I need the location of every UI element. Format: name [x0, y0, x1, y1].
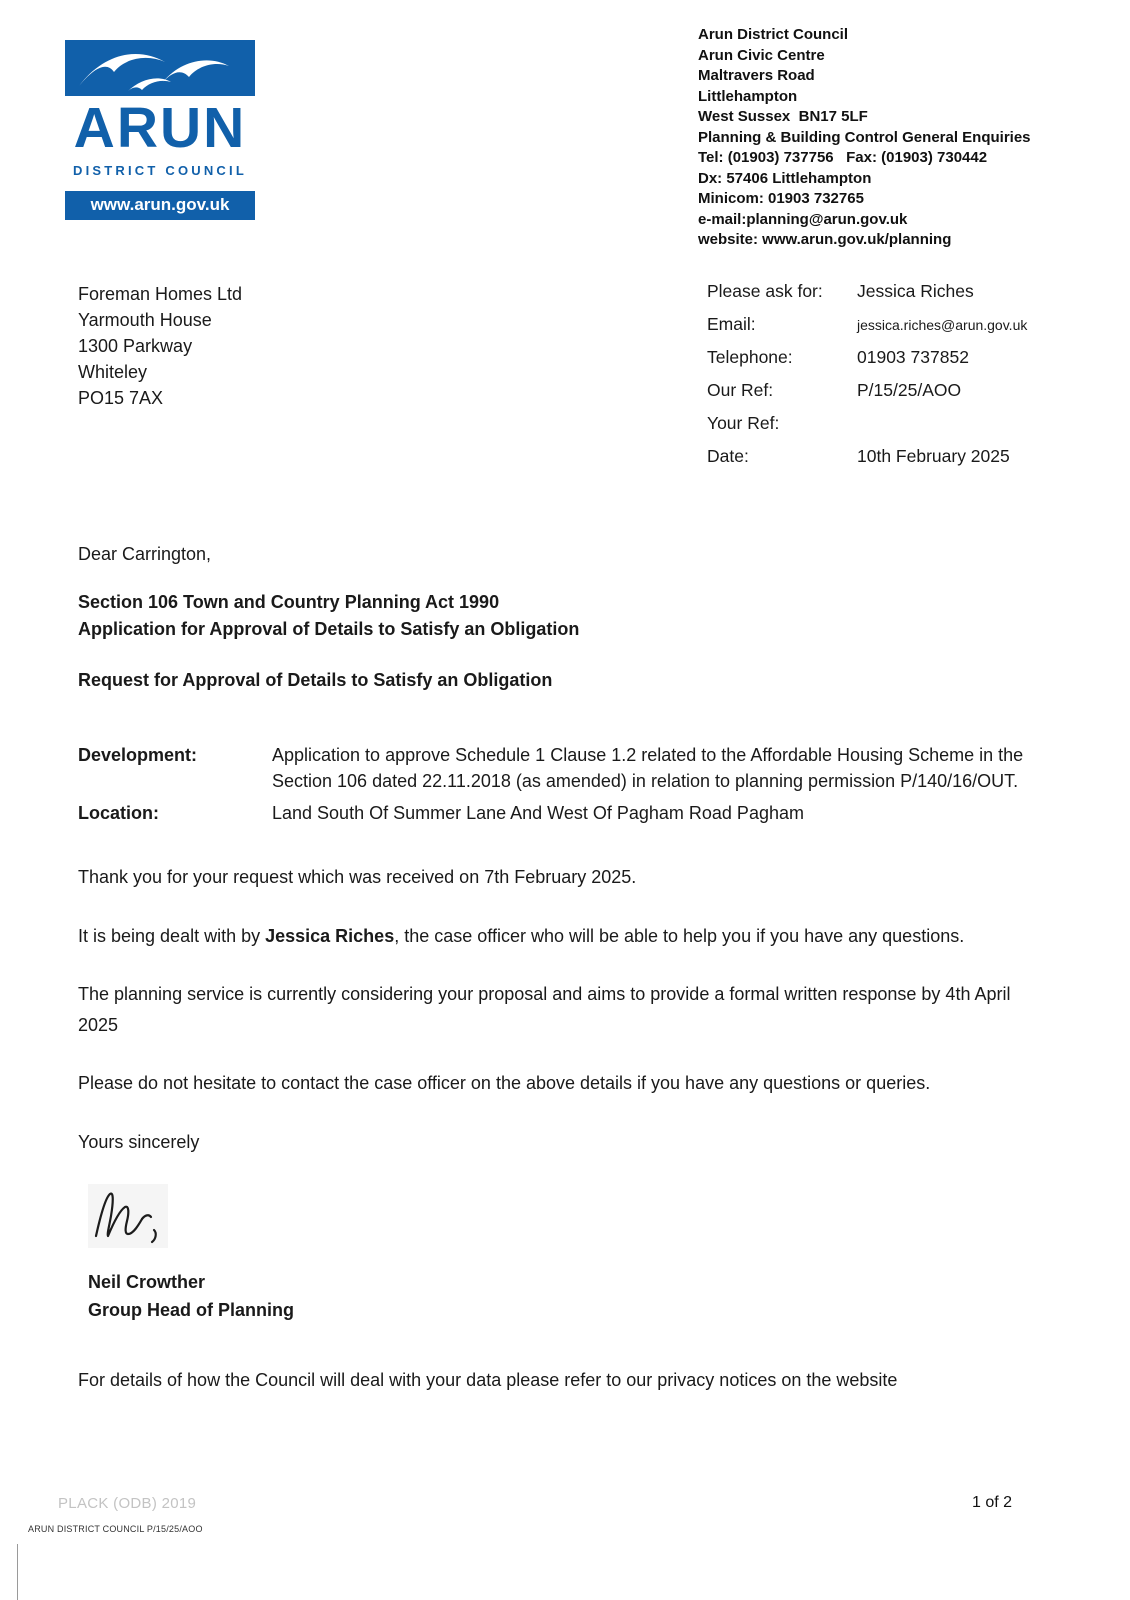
footer-form-code: PLACK (ODB) 2019 [58, 1495, 197, 1512]
council-contact-line: Minicom: 01903 732765 [698, 190, 864, 207]
seagulls-icon [65, 40, 255, 96]
email-label: Email: [707, 313, 756, 334]
development-label: Development: [78, 744, 198, 765]
development-text: Application to approve Schedule 1 Clause 1.2 related to the Affordable Housing Scheme in the Section 106 dated 22.11.2018 (as amended) in relation to planning permission P/140/16/OUT. [272, 744, 1024, 791]
salutation: Dear Carrington, [78, 543, 212, 564]
recipient-address [78, 281, 242, 479]
arun-logo [65, 40, 255, 251]
council-contact-line: Arun District Council [698, 26, 849, 43]
letter-body [0, 539, 1130, 1396]
email-value: jessica.riches@arun.gov.uk [857, 316, 1028, 333]
recipient-line: Foreman Homes Ltd [78, 283, 243, 304]
subject-heading-line-2: Application for Approval of Details to Satisfy an Obligation [78, 619, 580, 640]
address-row [0, 281, 1130, 479]
letterhead [0, 0, 1130, 251]
location-label: Location: [78, 802, 159, 823]
paragraph-case-officer-pre: It is being dealt with by [78, 925, 266, 946]
ask-for-label: Please ask for: [707, 280, 823, 301]
paragraph-case-officer-post: , the case officer who will be able to help you if you have any questions. [394, 925, 965, 946]
date-label: Date: [707, 445, 749, 466]
page-edge-mark [17, 1544, 18, 1600]
recipient-line: Whiteley [78, 361, 148, 382]
council-contact-line: e-mail:planning@arun.gov.uk [698, 210, 908, 228]
recipient-line: Yarmouth House [78, 309, 212, 330]
your-ref-row [707, 413, 1083, 434]
signatory [88, 1269, 1038, 1325]
telephone-label: Telephone: [707, 346, 793, 367]
development-location-block [78, 742, 1038, 826]
your-ref-label: Your Ref: [707, 412, 780, 433]
ask-for-value: Jessica Riches [857, 280, 974, 301]
subject-heading [78, 589, 1038, 643]
telephone-row [707, 347, 1083, 368]
council-contact-line: Arun Civic Centre [698, 46, 825, 64]
council-contact-block [698, 25, 1083, 251]
signatory-name: Neil Crowther [88, 1272, 206, 1293]
logo-name: ARUN [73, 96, 247, 160]
closing: Yours sincerely [78, 1131, 200, 1152]
logo-website-bar: www.arun.gov.uk [65, 191, 255, 220]
case-details [707, 281, 1083, 479]
paragraph-received: Thank you for your request which was received on 7th February 2025. [78, 866, 637, 887]
our-ref-row [707, 380, 1083, 401]
council-contact-line: website: www.arun.gov.uk/planning [698, 231, 952, 248]
recipient-line: PO15 7AX [78, 387, 164, 408]
paragraph-contact: Please do not hesitate to contact the case officer on the above details if you have any questions or queries. [78, 1073, 931, 1094]
council-contact-line: Tel: (01903) 737756 Fax: (01903) 730442 [698, 149, 988, 166]
signatory-title: Group Head of Planning [88, 1300, 294, 1321]
paragraph-case-officer [78, 921, 1038, 952]
page-number: 1 of 2 [971, 1494, 1012, 1511]
subject-heading-line-1: Section 106 Town and Country Planning Act 1990 [78, 592, 500, 613]
council-contact-line: West Sussex BN17 5LF [698, 108, 868, 125]
council-contact-line: Maltravers Road [698, 67, 815, 84]
logo-subtitle: DISTRICT COUNCIL [73, 163, 247, 179]
request-heading: Request for Approval of Details to Satisfy an Obligation [78, 670, 553, 691]
case-officer-name: Jessica Riches [265, 925, 395, 946]
recipient-line: 1300 Parkway [78, 335, 193, 356]
signature-block [88, 1184, 1038, 1325]
council-contact-line: Planning & Building Control General Enquiries [698, 128, 1031, 146]
our-ref-value: P/15/25/AOO [857, 379, 962, 400]
our-ref-label: Our Ref: [707, 379, 774, 400]
signature-image [88, 1184, 168, 1248]
date-value: 10th February 2025 [857, 445, 1010, 466]
telephone-value: 01903 737852 [857, 346, 969, 367]
council-contact-line: Dx: 57406 Littlehampton [698, 169, 872, 187]
location-text: Land South Of Summer Lane And West Of Pagham Road Pagham [272, 802, 804, 823]
privacy-note: For details of how the Council will deal with your data please refer to our privacy notices on the website [78, 1369, 898, 1390]
date-row [707, 446, 1083, 467]
paragraph-response-date: The planning service is currently considering your proposal and aims to provide a formal written response by 4th April 2025 [78, 984, 1011, 1035]
ask-for-row [707, 281, 1083, 302]
footer-reference: ARUN DISTRICT COUNCIL P/15/25/AOO [28, 1524, 203, 1534]
council-contact-line: Littlehampton [698, 87, 798, 105]
email-row [707, 314, 1083, 335]
